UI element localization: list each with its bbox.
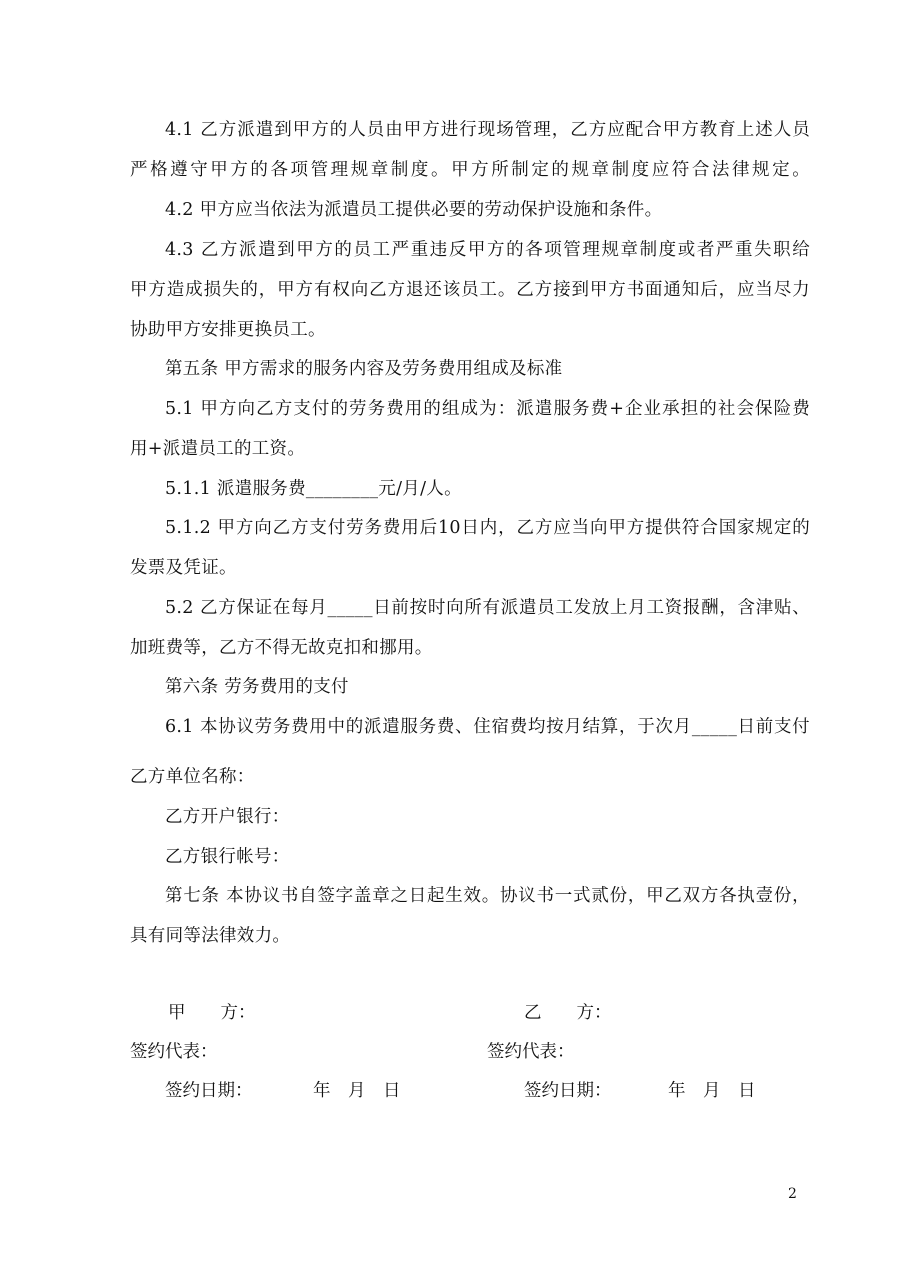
clause-6-1: 6.1 本协议劳务费用中的派遣服务费、住宿费均按月结算，于次月_____日前支付 — [165, 717, 810, 737]
page-number: 2 — [788, 1186, 797, 1202]
article-7-line-1: 第七条 本协议书自签字盖章之日起生效。协议书一式贰份，甲乙双方各执壹份， — [165, 886, 810, 906]
party-b-label: 乙 方： — [524, 1003, 612, 1023]
party-b-representative: 签约代表： — [487, 1042, 575, 1062]
party-a-date-value: 年 月 日 — [313, 1081, 401, 1101]
party-b-date-value: 年 月 日 — [668, 1081, 756, 1101]
clause-4-3-line-2: 甲方造成损失的，甲方有权向乙方退还该员工。乙方接到甲方书面通知后，应当尽力 — [130, 280, 810, 300]
clause-4-1-line-1: 4.1 乙方派遣到甲方的人员由甲方进行现场管理，乙方应配合甲方教育上述人员 — [165, 120, 810, 140]
clause-4-1-line-2: 严格遵守甲方的各项管理规章制度。甲方所制定的规章制度应符合法律规定。 — [130, 160, 810, 180]
party-b-bank: 乙方开户银行： — [165, 807, 290, 827]
clause-4-3-line-3: 协助甲方安排更换员工。 — [130, 320, 326, 340]
article-5-heading: 第五条 甲方需求的服务内容及劳务费用组成及标准 — [165, 359, 563, 379]
clause-5-2-line-1: 5.2 乙方保证在每月_____日前按时向所有派遣员工发放上月工资报酬，含津贴、 — [165, 598, 810, 618]
party-a-representative: 签约代表： — [130, 1042, 218, 1062]
party-b-company-name: 乙方单位名称： — [130, 767, 255, 787]
clause-4-3-line-1: 4.3 乙方派遣到甲方的员工严重违反甲方的各项管理规章制度或者严重失职给 — [165, 240, 810, 260]
article-7-line-2: 具有同等法律效力。 — [130, 926, 291, 946]
clause-4-2: 4.2 甲方应当依法为派遣员工提供必要的劳动保护设施和条件。 — [165, 200, 663, 220]
party-b-date-label: 签约日期： — [524, 1081, 612, 1101]
clause-5-2-line-2: 加班费等，乙方不得无故克扣和挪用。 — [130, 638, 433, 658]
clause-5-1-line-1: 5.1 甲方向乙方支付的劳务费用的组成为：派遣服务费+企业承担的社会保险费 — [165, 399, 810, 419]
clause-5-1-1: 5.1.1 派遣服务费________元/月/人。 — [165, 479, 462, 499]
clause-5-1-2-line-2: 发票及凭证。 — [130, 558, 237, 578]
party-a-label: 甲 方： — [168, 1003, 256, 1023]
party-b-account: 乙方银行帐号： — [165, 847, 290, 867]
party-a-date-label: 签约日期： — [165, 1081, 253, 1101]
clause-5-1-2-line-1: 5.1.2 甲方向乙方支付劳务费用后10日内，乙方应当向甲方提供符合国家规定的 — [165, 518, 810, 538]
article-6-heading: 第六条 劳务费用的支付 — [165, 677, 349, 697]
clause-5-1-line-2: 用+派遣员工的工资。 — [130, 439, 306, 459]
